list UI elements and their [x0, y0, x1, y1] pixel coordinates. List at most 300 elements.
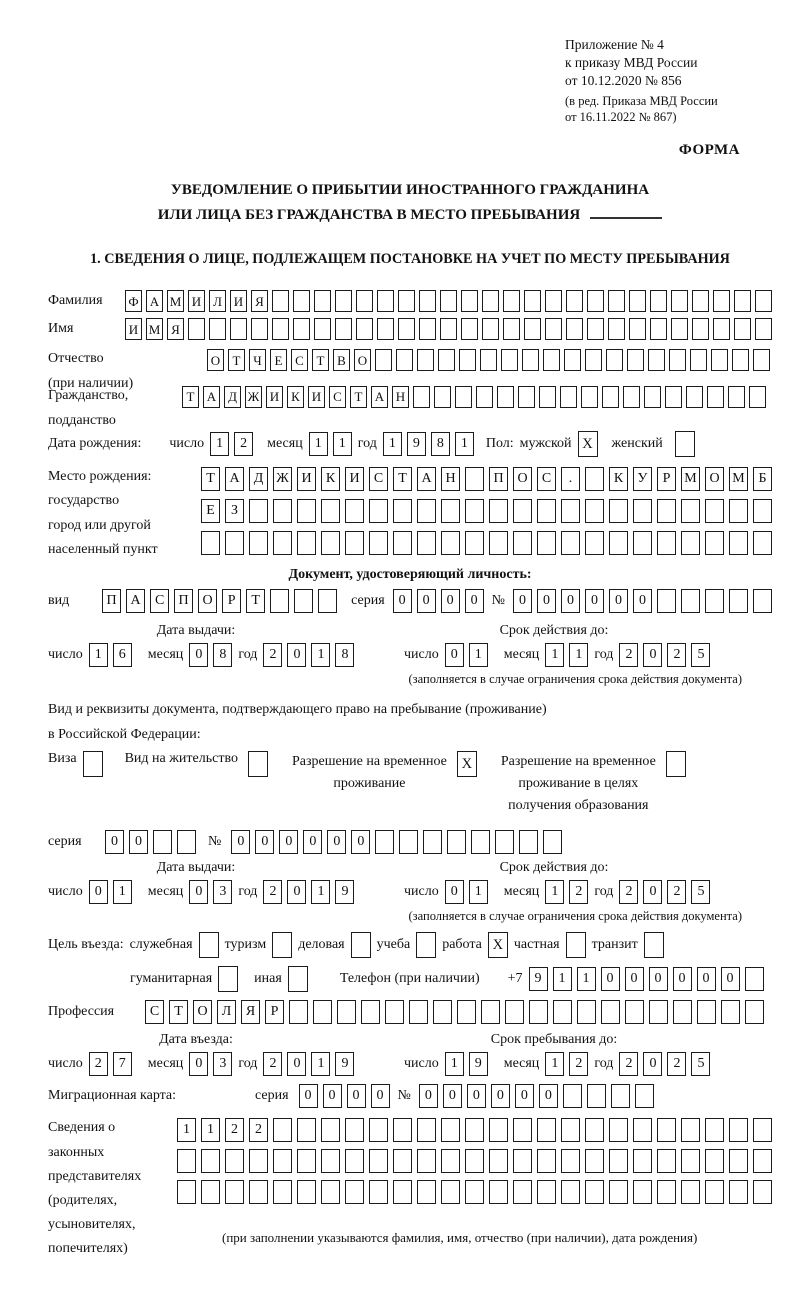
char-box[interactable] — [657, 1180, 676, 1204]
char-box[interactable] — [455, 386, 472, 408]
char-box[interactable] — [585, 499, 604, 523]
char-box[interactable]: 2 — [667, 1052, 686, 1076]
char-box[interactable]: 0 — [327, 830, 346, 854]
char-box[interactable] — [393, 531, 412, 555]
char-box[interactable] — [471, 830, 490, 854]
char-box[interactable]: Д — [224, 386, 241, 408]
char-box[interactable] — [566, 290, 583, 312]
char-box[interactable]: 0 — [299, 1084, 318, 1108]
char-box[interactable] — [623, 386, 640, 408]
char-box[interactable]: А — [126, 589, 145, 613]
char-box[interactable] — [218, 966, 238, 992]
char-box[interactable]: 0 — [189, 880, 208, 904]
residence-permit-checkbox[interactable] — [248, 751, 268, 777]
char-box[interactable]: 0 — [643, 643, 662, 667]
char-box[interactable]: И — [266, 386, 283, 408]
char-box[interactable]: 0 — [467, 1084, 486, 1108]
char-box[interactable]: 2 — [263, 880, 282, 904]
char-box[interactable] — [729, 589, 748, 613]
char-box[interactable] — [732, 349, 749, 371]
char-box[interactable]: О — [193, 1000, 212, 1024]
char-box[interactable] — [529, 1000, 548, 1024]
char-box[interactable]: 1 — [311, 880, 330, 904]
char-box[interactable] — [481, 1000, 500, 1024]
char-box[interactable] — [650, 318, 667, 340]
char-box[interactable]: Т — [312, 349, 329, 371]
char-box[interactable]: 0 — [643, 880, 662, 904]
char-box[interactable] — [585, 349, 602, 371]
char-box[interactable]: Я — [251, 290, 268, 312]
char-box[interactable] — [585, 467, 604, 491]
char-box[interactable] — [441, 531, 460, 555]
char-box[interactable]: 0 — [465, 589, 484, 613]
char-box[interactable]: 9 — [335, 880, 354, 904]
char-box[interactable]: У — [633, 467, 652, 491]
purpose-official-checkbox[interactable] — [199, 932, 219, 958]
char-box[interactable]: 0 — [561, 589, 580, 613]
char-box[interactable] — [665, 386, 682, 408]
char-box[interactable]: Ж — [245, 386, 262, 408]
char-box[interactable]: 1 — [177, 1118, 196, 1142]
char-box[interactable]: 0 — [287, 1052, 306, 1076]
char-box[interactable]: Ф — [125, 290, 142, 312]
char-box[interactable]: 0 — [601, 967, 620, 991]
char-box[interactable] — [313, 1000, 332, 1024]
char-box[interactable]: X — [488, 932, 508, 958]
char-box[interactable]: 0 — [323, 1084, 342, 1108]
char-box[interactable]: 0 — [721, 967, 740, 991]
char-box[interactable] — [321, 1149, 340, 1173]
char-box[interactable]: О — [705, 467, 724, 491]
char-box[interactable] — [413, 386, 430, 408]
char-box[interactable] — [681, 531, 700, 555]
char-box[interactable]: 3 — [213, 1052, 232, 1076]
char-box[interactable] — [356, 318, 373, 340]
char-box[interactable]: 1 — [469, 643, 488, 667]
char-box[interactable]: 0 — [419, 1084, 438, 1108]
char-box[interactable]: 1 — [89, 643, 108, 667]
char-box[interactable] — [434, 386, 451, 408]
char-box[interactable] — [753, 1118, 772, 1142]
char-box[interactable] — [345, 1118, 364, 1142]
char-box[interactable] — [627, 349, 644, 371]
char-box[interactable] — [587, 318, 604, 340]
char-box[interactable]: К — [321, 467, 340, 491]
char-box[interactable] — [465, 1118, 484, 1142]
char-box[interactable] — [177, 830, 196, 854]
char-box[interactable]: 0 — [189, 643, 208, 667]
char-box[interactable]: 8 — [213, 643, 232, 667]
char-box[interactable] — [249, 1149, 268, 1173]
char-box[interactable] — [351, 932, 371, 958]
char-box[interactable] — [433, 1000, 452, 1024]
char-box[interactable]: С — [145, 1000, 164, 1024]
char-box[interactable] — [657, 531, 676, 555]
char-box[interactable] — [416, 932, 436, 958]
char-box[interactable] — [447, 830, 466, 854]
char-box[interactable]: А — [146, 290, 163, 312]
char-box[interactable] — [755, 318, 772, 340]
char-box[interactable] — [585, 1118, 604, 1142]
char-box[interactable] — [681, 589, 700, 613]
char-box[interactable]: 1 — [333, 432, 352, 456]
char-box[interactable]: X — [578, 431, 598, 457]
char-box[interactable] — [629, 290, 646, 312]
char-box[interactable] — [537, 1180, 556, 1204]
char-box[interactable] — [753, 589, 772, 613]
char-box[interactable] — [513, 1118, 532, 1142]
char-box[interactable] — [608, 318, 625, 340]
char-box[interactable]: Р — [265, 1000, 284, 1024]
char-box[interactable] — [345, 531, 364, 555]
char-box[interactable]: 0 — [287, 880, 306, 904]
char-box[interactable] — [585, 531, 604, 555]
char-box[interactable] — [666, 751, 686, 777]
char-box[interactable]: 2 — [619, 880, 638, 904]
char-box[interactable]: 0 — [279, 830, 298, 854]
char-box[interactable]: 2 — [263, 643, 282, 667]
char-box[interactable]: Д — [249, 467, 268, 491]
char-box[interactable] — [465, 1180, 484, 1204]
char-box[interactable] — [713, 290, 730, 312]
char-box[interactable] — [465, 467, 484, 491]
char-box[interactable] — [335, 318, 352, 340]
char-box[interactable]: 1 — [210, 432, 229, 456]
char-box[interactable] — [314, 318, 331, 340]
char-box[interactable] — [657, 1149, 676, 1173]
char-box[interactable] — [705, 531, 724, 555]
char-box[interactable] — [749, 386, 766, 408]
char-box[interactable] — [503, 318, 520, 340]
purpose-humanitarian-checkbox[interactable] — [218, 966, 238, 992]
char-box[interactable] — [721, 1000, 740, 1024]
char-box[interactable] — [561, 1180, 580, 1204]
char-box[interactable]: 0 — [445, 643, 464, 667]
char-box[interactable]: 0 — [539, 1084, 558, 1108]
char-box[interactable]: А — [417, 467, 436, 491]
char-box[interactable] — [671, 318, 688, 340]
char-box[interactable]: 0 — [585, 589, 604, 613]
char-box[interactable] — [705, 1149, 724, 1173]
char-box[interactable]: 1 — [311, 643, 330, 667]
char-box[interactable] — [417, 499, 436, 523]
char-box[interactable]: 0 — [347, 1084, 366, 1108]
char-box[interactable]: О — [198, 589, 217, 613]
char-box[interactable]: 1 — [545, 880, 564, 904]
char-box[interactable]: 1 — [445, 1052, 464, 1076]
char-box[interactable] — [513, 531, 532, 555]
char-box[interactable]: Р — [657, 467, 676, 491]
char-box[interactable] — [369, 531, 388, 555]
char-box[interactable] — [729, 531, 748, 555]
char-box[interactable] — [385, 1000, 404, 1024]
char-box[interactable] — [690, 349, 707, 371]
char-box[interactable]: С — [369, 467, 388, 491]
char-box[interactable]: 0 — [189, 1052, 208, 1076]
char-box[interactable]: 0 — [287, 643, 306, 667]
char-box[interactable] — [560, 386, 577, 408]
char-box[interactable] — [524, 290, 541, 312]
char-box[interactable] — [417, 1149, 436, 1173]
char-box[interactable]: С — [537, 467, 556, 491]
char-box[interactable] — [753, 1180, 772, 1204]
char-box[interactable]: М — [167, 290, 184, 312]
char-box[interactable]: М — [729, 467, 748, 491]
char-box[interactable]: 2 — [569, 1052, 588, 1076]
char-box[interactable]: 2 — [89, 1052, 108, 1076]
char-box[interactable] — [563, 1084, 582, 1108]
char-box[interactable] — [729, 1149, 748, 1173]
char-box[interactable]: 0 — [351, 830, 370, 854]
char-box[interactable] — [249, 499, 268, 523]
char-box[interactable] — [297, 499, 316, 523]
char-box[interactable] — [321, 499, 340, 523]
char-box[interactable] — [745, 967, 764, 991]
char-box[interactable]: 0 — [129, 830, 148, 854]
char-box[interactable] — [377, 290, 394, 312]
char-box[interactable] — [375, 349, 392, 371]
char-box[interactable]: 2 — [569, 880, 588, 904]
char-box[interactable] — [345, 499, 364, 523]
char-box[interactable] — [539, 386, 556, 408]
char-box[interactable] — [669, 349, 686, 371]
char-box[interactable]: М — [681, 467, 700, 491]
char-box[interactable]: С — [150, 589, 169, 613]
char-box[interactable] — [314, 290, 331, 312]
char-box[interactable]: П — [174, 589, 193, 613]
char-box[interactable]: Я — [241, 1000, 260, 1024]
char-box[interactable]: 0 — [491, 1084, 510, 1108]
char-box[interactable]: 0 — [673, 967, 692, 991]
char-box[interactable]: 1 — [201, 1118, 220, 1142]
char-box[interactable]: 2 — [667, 643, 686, 667]
char-box[interactable]: 8 — [335, 643, 354, 667]
char-box[interactable] — [497, 386, 514, 408]
char-box[interactable]: А — [203, 386, 220, 408]
char-box[interactable] — [633, 1149, 652, 1173]
char-box[interactable] — [675, 431, 695, 457]
char-box[interactable] — [650, 290, 667, 312]
char-box[interactable] — [625, 1000, 644, 1024]
char-box[interactable] — [393, 1149, 412, 1173]
char-box[interactable]: 7 — [113, 1052, 132, 1076]
char-box[interactable] — [289, 1000, 308, 1024]
char-box[interactable] — [489, 1180, 508, 1204]
char-box[interactable]: К — [287, 386, 304, 408]
char-box[interactable] — [396, 349, 413, 371]
female-checkbox[interactable] — [675, 431, 695, 457]
char-box[interactable] — [177, 1180, 196, 1204]
char-box[interactable] — [293, 290, 310, 312]
char-box[interactable] — [335, 290, 352, 312]
char-box[interactable] — [465, 499, 484, 523]
char-box[interactable] — [409, 1000, 428, 1024]
char-box[interactable] — [273, 499, 292, 523]
char-box[interactable] — [199, 932, 219, 958]
char-box[interactable] — [441, 1180, 460, 1204]
char-box[interactable] — [273, 1149, 292, 1173]
char-box[interactable] — [393, 1180, 412, 1204]
char-box[interactable]: 1 — [553, 967, 572, 991]
char-box[interactable]: И — [125, 318, 142, 340]
char-box[interactable]: О — [354, 349, 371, 371]
char-box[interactable] — [294, 589, 313, 613]
char-box[interactable] — [601, 1000, 620, 1024]
char-box[interactable] — [644, 932, 664, 958]
char-box[interactable] — [369, 1180, 388, 1204]
char-box[interactable] — [297, 1180, 316, 1204]
char-box[interactable] — [356, 290, 373, 312]
char-box[interactable] — [648, 349, 665, 371]
char-box[interactable]: Ч — [249, 349, 266, 371]
char-box[interactable]: Я — [167, 318, 184, 340]
char-box[interactable] — [729, 1180, 748, 1204]
char-box[interactable] — [566, 318, 583, 340]
char-box[interactable] — [609, 531, 628, 555]
char-box[interactable] — [686, 386, 703, 408]
char-box[interactable] — [201, 1180, 220, 1204]
char-box[interactable]: 0 — [255, 830, 274, 854]
char-box[interactable]: Т — [228, 349, 245, 371]
char-box[interactable] — [635, 1084, 654, 1108]
char-box[interactable]: З — [225, 499, 244, 523]
char-box[interactable] — [537, 1118, 556, 1142]
char-box[interactable] — [729, 1118, 748, 1142]
char-box[interactable] — [545, 318, 562, 340]
char-box[interactable] — [489, 499, 508, 523]
char-box[interactable]: 0 — [441, 589, 460, 613]
char-box[interactable] — [476, 386, 493, 408]
char-box[interactable] — [753, 499, 772, 523]
char-box[interactable]: С — [291, 349, 308, 371]
char-box[interactable]: 2 — [234, 432, 253, 456]
char-box[interactable]: 1 — [113, 880, 132, 904]
char-box[interactable]: 2 — [263, 1052, 282, 1076]
char-box[interactable] — [225, 531, 244, 555]
char-box[interactable] — [705, 499, 724, 523]
purpose-transit-checkbox[interactable] — [644, 932, 664, 958]
purpose-private-checkbox[interactable] — [566, 932, 586, 958]
char-box[interactable] — [321, 1118, 340, 1142]
char-box[interactable] — [705, 589, 724, 613]
char-box[interactable] — [419, 318, 436, 340]
char-box[interactable] — [537, 1149, 556, 1173]
char-box[interactable]: 1 — [569, 643, 588, 667]
char-box[interactable] — [423, 830, 442, 854]
char-box[interactable] — [369, 499, 388, 523]
char-box[interactable] — [734, 290, 751, 312]
char-box[interactable]: 5 — [691, 880, 710, 904]
char-box[interactable]: 9 — [529, 967, 548, 991]
char-box[interactable] — [633, 1118, 652, 1142]
char-box[interactable] — [609, 1118, 628, 1142]
char-box[interactable] — [417, 531, 436, 555]
char-box[interactable]: Б — [753, 467, 772, 491]
char-box[interactable]: 0 — [643, 1052, 662, 1076]
char-box[interactable]: 6 — [113, 643, 132, 667]
purpose-study-checkbox[interactable] — [416, 932, 436, 958]
char-box[interactable] — [273, 531, 292, 555]
char-box[interactable] — [417, 349, 434, 371]
char-box[interactable]: И — [308, 386, 325, 408]
char-box[interactable]: 0 — [443, 1084, 462, 1108]
char-box[interactable] — [566, 932, 586, 958]
char-box[interactable] — [321, 1180, 340, 1204]
char-box[interactable]: Ж — [273, 467, 292, 491]
char-box[interactable]: Т — [182, 386, 199, 408]
char-box[interactable] — [272, 318, 289, 340]
char-box[interactable]: 0 — [417, 589, 436, 613]
purpose-business-checkbox[interactable] — [351, 932, 371, 958]
char-box[interactable] — [692, 318, 709, 340]
char-box[interactable] — [513, 499, 532, 523]
char-box[interactable] — [644, 386, 661, 408]
char-box[interactable]: И — [297, 467, 316, 491]
char-box[interactable] — [697, 1000, 716, 1024]
char-box[interactable] — [361, 1000, 380, 1024]
char-box[interactable] — [608, 290, 625, 312]
char-box[interactable]: 1 — [545, 1052, 564, 1076]
char-box[interactable]: 0 — [231, 830, 250, 854]
char-box[interactable]: 1 — [311, 1052, 330, 1076]
char-box[interactable] — [321, 531, 340, 555]
char-box[interactable]: Е — [201, 499, 220, 523]
char-box[interactable]: Т — [201, 467, 220, 491]
char-box[interactable]: 1 — [577, 967, 596, 991]
purpose-tourism-checkbox[interactable] — [272, 932, 292, 958]
char-box[interactable] — [513, 1149, 532, 1173]
char-box[interactable]: 0 — [105, 830, 124, 854]
char-box[interactable]: 0 — [649, 967, 668, 991]
char-box[interactable] — [337, 1000, 356, 1024]
visa-checkbox[interactable] — [83, 751, 103, 777]
char-box[interactable]: Т — [350, 386, 367, 408]
char-box[interactable]: 9 — [335, 1052, 354, 1076]
char-box[interactable]: 1 — [383, 432, 402, 456]
char-box[interactable] — [297, 531, 316, 555]
char-box[interactable] — [734, 318, 751, 340]
char-box[interactable]: 0 — [89, 880, 108, 904]
char-box[interactable]: 0 — [513, 589, 532, 613]
char-box[interactable]: 1 — [455, 432, 474, 456]
char-box[interactable] — [438, 349, 455, 371]
char-box[interactable]: И — [345, 467, 364, 491]
char-box[interactable] — [577, 1000, 596, 1024]
char-box[interactable] — [369, 1149, 388, 1173]
char-box[interactable] — [461, 290, 478, 312]
char-box[interactable] — [225, 1180, 244, 1204]
char-box[interactable] — [345, 1149, 364, 1173]
char-box[interactable]: М — [146, 318, 163, 340]
char-box[interactable]: 2 — [225, 1118, 244, 1142]
char-box[interactable] — [729, 499, 748, 523]
char-box[interactable] — [489, 1149, 508, 1173]
char-box[interactable]: О — [513, 467, 532, 491]
char-box[interactable] — [633, 1180, 652, 1204]
char-box[interactable] — [513, 1180, 532, 1204]
char-box[interactable] — [711, 349, 728, 371]
char-box[interactable] — [524, 318, 541, 340]
char-box[interactable]: 0 — [371, 1084, 390, 1108]
char-box[interactable] — [537, 499, 556, 523]
char-box[interactable] — [755, 290, 772, 312]
char-box[interactable] — [522, 349, 539, 371]
char-box[interactable] — [480, 349, 497, 371]
char-box[interactable]: 5 — [691, 643, 710, 667]
char-box[interactable]: 9 — [407, 432, 426, 456]
char-box[interactable] — [201, 1149, 220, 1173]
char-box[interactable] — [272, 290, 289, 312]
